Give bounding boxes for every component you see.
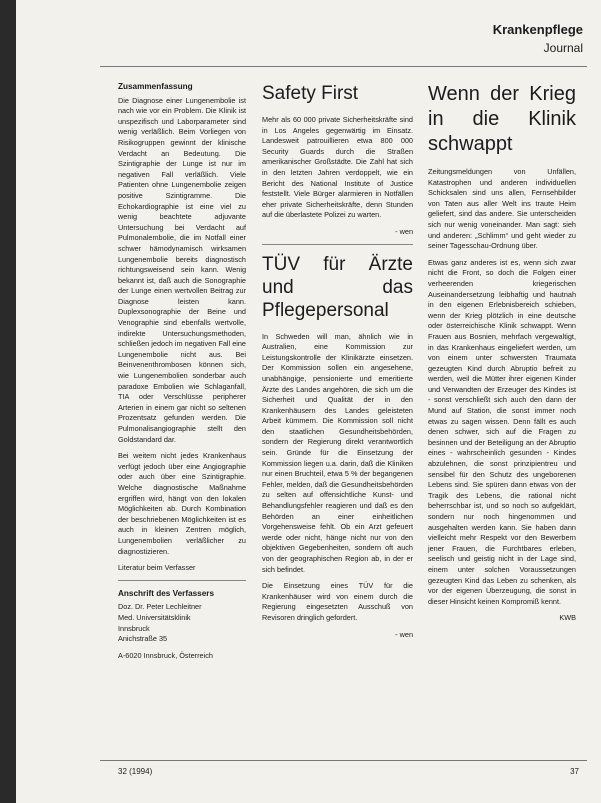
- article-title-krieg: Wenn der Krieg in die Klinik schwappt: [428, 83, 576, 155]
- tuev-body-1: In Schweden will man, ähnlich wie in Australien, eine Kommission zur Leistungskontrolle der Klinikärzte einsetzen. Der Kommission sollen ein angesehene, unabhängige, pensionierte und emeritierte Ärzte des Landes angehören, die sich um die Sicherheit und Qualität der in den Krankenhäusern des Landes geleisteten Arbeit kümmern. Die Kommission soll nicht den staatlichen Gesundheitsbehörden, sondern der Regierung direkt verantwortlich sein. Gründe für die Einsetzung der Kommission liegen u.a. darin, daß die Kliniken nur einen Bruchteil, etwa 5 % der begangenen Fehler, melden, daß die Gesundheitsbehörden zu selten auf offensichtliche Kunst- und Behandlungsfehler reagieren und daß es den Behörden an einer einheitlichen Vorgehensweise fehlt. Ob ein Arzt gefeuert werde oder nicht, hänge nicht nur von den objektiven Gegebenheiten, sondern oft auch von der geographischen Region ab, in der er sich befindet.: [262, 331, 413, 574]
- summary-heading: Zusammenfassung: [118, 82, 193, 91]
- krieg-body-1: Zeitungsmeldungen von Unfällen, Katastrophen und anderen individuellen Schicksalen sind uns allen, Fernsehbilder von Taten aus aller Welt ins traute Heim geliefert, sind das andere. Sie unterscheiden sich nur wenig voneinander. Man sagt: sieh und anderen: „Schlimm“ und geht wieder zu seiner Tagesschau-Ordnung über.: [428, 167, 576, 251]
- journal-header: [493, 22, 583, 56]
- journal-subtitle: Journal: [543, 41, 583, 55]
- summary-paragraph-2: Bei weitem nicht jedes Krankenhaus verfügt jedoch über eine Angiographie oder auch über eine Szintigraphie. Welche diagnostische Maßnahme ergriffen wird, hängt von den lokalen Möglichkeiten ab. Durch Kombination der beschriebenen Möglichkeiten ist es auch in kleinen Zentren möglich, Lungenembolien verläßlicher zu diagnostizieren.: [118, 451, 246, 556]
- author-address: [118, 602, 246, 661]
- article-title-safety-first: Safety First: [262, 83, 359, 104]
- krieg-body-2: Etwas ganz anderes ist es, wenn sich zwar nicht die Front, so doch die Folgen einer verheerenden kriegerischen Auseinandersetzung leibhaftig und hautnah in den eigenen Erlebnisbereich schieben, wenn der Krieg plötzlich in eine deutsche oder österreichische Klinik schwappt. Wenn Frauen aus Bosnien, mehrfach vergewaltigt, in das Krankenhaus eingeliefert werden, um von einem unter schwersten Traumata gezeugten Kind durch Abruptio befreit zu werden, weil die Mütter ihrer eigenen Kinder und Verwandten der Erzeuger des Kindes ist - sonst verschließt sich auch den dann der Mund auf Station, die sonst immer noch etwas zu sagen wissen. Denn fällt es auch denen schwer, sich auf die Fragen zu besinnen und der Beteiligung an der Abruptio eines - wahrscheinlich gesunden - Kindes abzulehnen, die sonst prinzipientreu und sensibel für den Schutz des ungeborenen Lebens sind. Sie spüren dann etwas von der Tragik des Lebens, die rational nicht beherrschbar ist, und so noch so aufgeklärt, sondern nur noch hingenommen und ausgehalten werden kann. Sie haben dann vielleicht mehr Respekt vor den Bewerbern jener Frauen, die Furchtbares erleben, seelisch und geistig nicht in der Lage sind, einem unter solchen Voraussetzungen gezeugten Kind das Leben zu schenken, als vor der eigenen Überzeugung, die sonst in dieser Hinsicht keinen Kompromiß kennt.: [428, 257, 576, 606]
- address-line: Doz. Dr. Peter Lechleitner: [118, 602, 202, 612]
- safety-first-body: Mehr als 60 000 private Sicherheitskräfte sind in Los Angeles gegenwärtig im Einsatz. Landesweit patrouillieren etwa 800 000 Security Guards durch die Straßen amerikanischer Großstädte. Die Zahl hat sich in den letzten Jahren verdoppelt, wie ein Bericht des National Institute of Justice feststellt. Viele Bürger alarmieren in Notfällen eher private Sicherheitskräfte, denn Stunden auf die überlastete Polizei zu warten.: [262, 115, 413, 220]
- footer-rule: [100, 760, 587, 761]
- page-edge-shadow: [0, 0, 16, 803]
- page-number: 37: [570, 767, 579, 776]
- address-line: Med. Universitätsklinik: [118, 612, 191, 622]
- address-line: A-6020 Innsbruck, Österreich: [118, 650, 213, 660]
- safety-first-signature: - wen: [395, 226, 413, 236]
- literature-note: Literatur beim Verfasser: [118, 563, 196, 573]
- address-line: Anichstraße 35: [118, 634, 168, 644]
- tuev-signature: - wen: [395, 629, 413, 639]
- journal-title: Krankenpflege: [492, 22, 583, 37]
- tuev-body-2: Die Einsetzung eines TÜV für die Krankenhäuser wird von einem durch die Regierung eingesetzten Ausschuß von Revisoren dringlich gefordert.: [262, 581, 413, 622]
- address-heading: Anschrift des Verfassers: [118, 588, 215, 598]
- header-rule: [100, 66, 587, 67]
- krieg-signature: KWB: [559, 613, 576, 623]
- address-divider: [118, 580, 246, 581]
- summary-column: [118, 82, 246, 661]
- article-divider: [262, 244, 413, 245]
- war-article-column: [428, 82, 576, 630]
- article-title-tuev: TÜV für Ärzte und das Pflegepersonal: [262, 253, 413, 321]
- address-line: Innsbruck: [118, 623, 150, 633]
- issue-number: 32 (1994): [118, 767, 153, 776]
- news-column: [262, 82, 413, 646]
- summary-paragraph-1: Die Diagnose einer Lungenembolie ist nach wie vor ein Problem. Die Klinik ist unspezifisch und Laborparameter sind wenig verläßlich. Beim Vorliegen von Risikogruppen gewinnt der klinische Verdacht an Bedeutung. Die Szintigraphie der Lunge ist nur im negativen Fall verläßlich. Viele Patienten ohne Lungenembolie zeigen positive Szintigramme. Die Echokardiographie ist eine viel zu wenig beachtete adjuvante Untersuchung bei Verdacht auf Pulmonalembolie, die im Notfall einer schwer hämodynamisch wirksamen Lungenembolie bereits diagnostisch richtungsweisend sein kann. Wenig bekannt ist, daß auch die Sonographie der Lunge einen wertvollen Beitrag zur Diagnose leisten kann. Duplexsonographie der Beine und Venographie sind ebenfalls wertvolle, indirekte Untersuchungsmethoden, schließen jedoch im negativen Fall eine Lungenembolie nicht aus. Bei Beinvenenthrombosen können sich, wie Lungenembolien sonderbar auch paradoxe Embolien wie Schlaganfall, TIA oder Verschlüsse peripherer Arterien in einem gar nicht so seltenen Prozentsatz gefunden werden. Die Pulmonalisangiographie stellt den Goldstandard dar.: [118, 95, 246, 444]
